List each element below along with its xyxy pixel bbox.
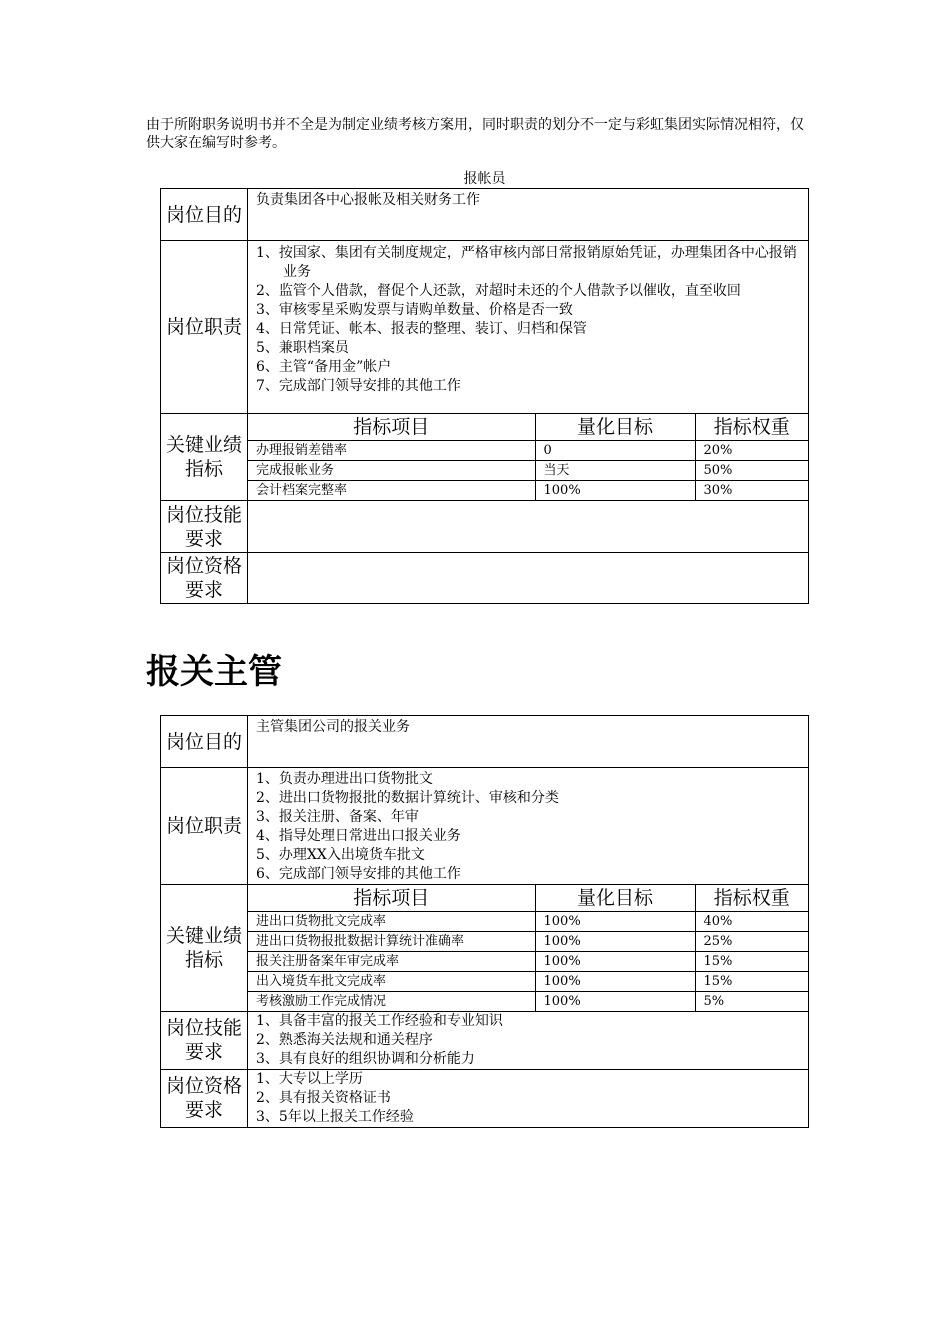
purpose-text: 主管集团公司的报关业务: [248, 716, 809, 768]
duty-item: 2、监管个人借款，督促个人还款，对超时未还的个人借款予以催收，直至收回: [256, 283, 741, 299]
kpi-label: 关键业绩指标: [161, 414, 248, 501]
purpose-label: 岗位目的: [161, 189, 248, 241]
duty-item: 3、审核零星采购发票与请购单数量、价格是否一致: [256, 302, 573, 318]
duty-item: 4、指导处理日常进出口报关业务: [256, 828, 461, 844]
kpi-item: 出入境货车批文完成率: [248, 971, 535, 991]
kpi-header: 指标权重: [695, 414, 808, 440]
kpi-weight: 30%: [703, 482, 733, 498]
kpi-row: [248, 951, 808, 971]
kpi-weight: 15%: [695, 971, 808, 991]
qualification-cell: [248, 553, 809, 604]
qualification-item: 3、5年以上报关工作经验: [256, 1108, 414, 1125]
duty-item: 3、报关注册、备案、年审: [256, 809, 419, 825]
skills-label: 岗位技能要求: [161, 501, 248, 553]
qualification-cell: [248, 1069, 809, 1127]
intro-note: 由于所附职务说明书并不全是为制定业绩考核方案用，同时职责的划分不一定与彩虹集团实际情况相符，仅供大家在编写时参考。: [146, 117, 804, 151]
duty-item: 1、按国家、集团有关制度规定，严格审核内部日常报销原始凭证，办理集团各中心报销业务: [256, 245, 797, 280]
section2-title: 报关主管: [146, 652, 282, 692]
kpi-row: [248, 911, 808, 931]
duty-item: 6、完成部门领导安排的其他工作: [256, 866, 461, 882]
kpi-header: 量化目标: [535, 414, 695, 440]
qualification-label: 岗位资格要求: [161, 553, 248, 604]
kpi-row: [248, 971, 808, 991]
kpi-target: 100%: [535, 480, 695, 500]
section1-table: [160, 188, 809, 604]
purpose-text: 负责集团各中心报帐及相关财务工作: [248, 189, 809, 241]
kpi-target: 100%: [535, 931, 695, 951]
kpi-header: 指标项目: [248, 885, 535, 911]
duty-item: 7、完成部门领导安排的其他工作: [256, 378, 461, 394]
kpi-table: [248, 885, 808, 1011]
kpi-item: 报关注册备案年审完成率: [248, 951, 535, 971]
kpi-row: [248, 480, 808, 500]
kpi-target: 当天: [535, 460, 695, 480]
skills-cell: [248, 501, 809, 553]
skill-item: 1、具备丰富的报关工作经验和专业知识: [256, 1012, 503, 1029]
kpi-header: 指标权重: [695, 885, 808, 911]
kpi-target: 0: [535, 440, 695, 460]
duties-label: 岗位职责: [161, 768, 248, 885]
kpi-target: 100%: [535, 951, 695, 971]
kpi-row: [248, 460, 808, 480]
kpi-header: 指标项目: [248, 414, 535, 440]
kpi-weight: 50%: [695, 460, 808, 480]
section2-table: [160, 715, 809, 1128]
skill-item: 3、具有良好的组织协调和分析能力: [256, 1050, 475, 1067]
duty-item: 5、兼职档案员: [256, 340, 349, 356]
kpi-header: 量化目标: [535, 885, 695, 911]
qualification-label: 岗位资格要求: [161, 1069, 248, 1127]
section1-caption: 报帐员: [463, 171, 506, 187]
kpi-item: 考核激励工作完成情况: [248, 991, 535, 1011]
kpi-label: 关键业绩指标: [161, 885, 248, 1012]
kpi-row: [248, 440, 808, 460]
kpi-item: 完成报帐业务: [248, 460, 535, 480]
purpose-label: 岗位目的: [161, 716, 248, 768]
kpi-item: 会计档案完整率: [248, 480, 535, 500]
kpi-weight: 25%: [695, 931, 808, 951]
duty-item: 2、进出口货物报批的数据计算统计、审核和分类: [256, 790, 559, 806]
kpi-item: 进出口货物批文完成率: [248, 911, 535, 931]
kpi-row: [248, 931, 808, 951]
kpi-weight: 5%: [703, 993, 725, 1009]
kpi-target: 100%: [535, 971, 695, 991]
duty-item: 5、办理XX入出境货车批文: [256, 847, 425, 863]
kpi-target: 100%: [535, 991, 695, 1011]
duty-item: 4、日常凭证、帐本、报表的整理、装订、归档和保管: [256, 321, 587, 337]
kpi-item: 进出口货物报批数据计算统计准确率: [248, 931, 535, 951]
duty-item: 1、负责办理进出口货物批文: [256, 771, 433, 787]
qualification-item: 2、具有报关资格证书: [256, 1089, 391, 1106]
kpi-weight: 40%: [695, 911, 808, 931]
kpi-table: [248, 414, 808, 500]
duties-label: 岗位职责: [161, 241, 248, 414]
skill-item: 2、熟悉海关法规和通关程序: [256, 1031, 433, 1048]
skills-cell: [248, 1011, 809, 1069]
qualification-item: 1、大专以上学历: [256, 1070, 363, 1087]
kpi-target: 100%: [535, 911, 695, 931]
kpi-row: [248, 991, 808, 1011]
kpi-weight: 20%: [695, 440, 808, 460]
kpi-weight: 15%: [695, 951, 808, 971]
duty-item: 6、主管“备用金”帐户: [256, 359, 392, 375]
kpi-item: 办理报销差错率: [248, 440, 535, 460]
skills-label: 岗位技能要求: [161, 1011, 248, 1069]
